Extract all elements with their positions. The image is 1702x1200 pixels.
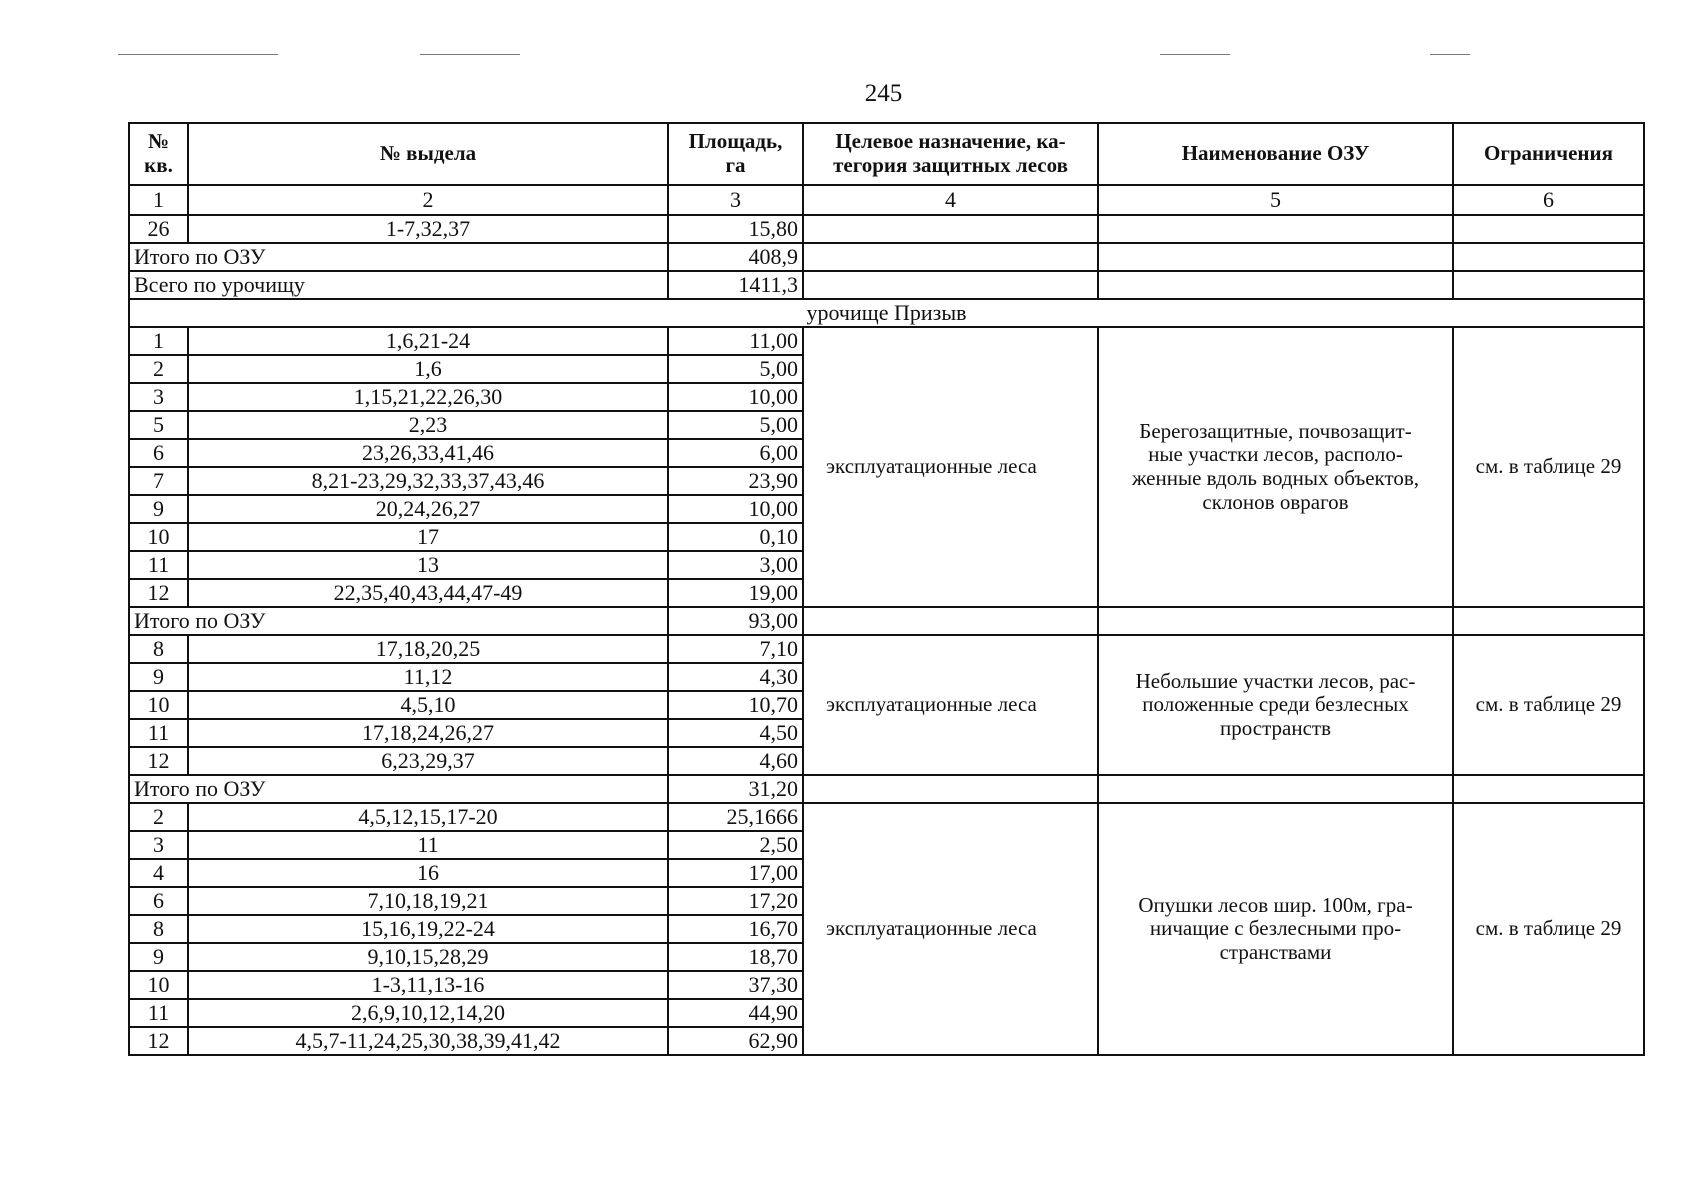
scan-artifact bbox=[1430, 54, 1470, 55]
scan-artifact bbox=[420, 54, 520, 55]
vydel-cell: 6,23,29,37 bbox=[188, 747, 668, 775]
total-row bbox=[129, 775, 1644, 803]
header-ozu-name: Наименование ОЗУ bbox=[1098, 123, 1453, 185]
table-row bbox=[129, 215, 1644, 243]
vydel-cell: 2,6,9,10,12,14,20 bbox=[188, 999, 668, 1027]
area-cell: 7,10 bbox=[668, 635, 803, 663]
empty-cell bbox=[803, 775, 1098, 803]
area-cell: 62,90 bbox=[668, 1027, 803, 1055]
kv-cell: 5 bbox=[129, 411, 188, 439]
vydel-cell: 1,6,21-24 bbox=[188, 327, 668, 355]
area-cell: 10,00 bbox=[668, 383, 803, 411]
kv-cell: 6 bbox=[129, 439, 188, 467]
area-cell: 16,70 bbox=[668, 915, 803, 943]
empty-cell bbox=[1453, 775, 1644, 803]
restrictions-cell: см. в таблице 29 bbox=[1453, 635, 1644, 775]
table-row bbox=[129, 635, 1644, 663]
purpose-cell bbox=[803, 215, 1098, 243]
kv-cell: 11 bbox=[129, 999, 188, 1027]
ozu-name-line: Небольшие участки лесов, рас- bbox=[1135, 668, 1416, 693]
empty-cell bbox=[803, 271, 1098, 299]
empty-cell bbox=[1098, 607, 1453, 635]
vydel-cell: 23,26,33,41,46 bbox=[188, 439, 668, 467]
kv-cell: 9 bbox=[129, 495, 188, 523]
kv-cell: 4 bbox=[129, 859, 188, 887]
ozu-name-line: положенные среди безлесных bbox=[1142, 692, 1409, 717]
purpose-cell: эксплуатационные леса bbox=[803, 635, 1098, 775]
ozu-name-line: Берегозащитные, почвозащит- bbox=[1139, 418, 1412, 443]
kv-cell: 8 bbox=[129, 635, 188, 663]
kv-cell: 6 bbox=[129, 887, 188, 915]
ozu-name-line: склонов оврагов bbox=[1202, 489, 1349, 514]
column-number-row bbox=[129, 185, 1644, 215]
vydel-cell: 11,12 bbox=[188, 663, 668, 691]
header-restrictions: Ограничения bbox=[1453, 123, 1644, 185]
ozu-name-line: женные вдоль водных объектов, bbox=[1131, 466, 1420, 490]
header-area bbox=[668, 123, 803, 185]
empty-cell bbox=[1098, 271, 1453, 299]
area-cell: 44,90 bbox=[668, 999, 803, 1027]
area-cell: 25,1666 bbox=[668, 803, 803, 831]
page-number: 245 bbox=[864, 80, 903, 107]
area-cell: 4,30 bbox=[668, 663, 803, 691]
vydel-cell: 1-3,11,13-16 bbox=[188, 971, 668, 999]
column-number: 5 bbox=[1098, 185, 1453, 215]
area-cell: 4,60 bbox=[668, 747, 803, 775]
area-cell: 3,00 bbox=[668, 551, 803, 579]
empty-cell bbox=[1098, 775, 1453, 803]
scan-artifact bbox=[1160, 54, 1230, 55]
header-area-line1: Площадь, bbox=[688, 129, 783, 154]
ozu-name-line: пространств bbox=[1220, 715, 1331, 740]
kv-cell: 9 bbox=[129, 663, 188, 691]
total-row bbox=[129, 607, 1644, 635]
total-area: 408,9 bbox=[668, 243, 803, 271]
ozu-name-line: ные участки лесов, располо- bbox=[1148, 442, 1403, 467]
empty-cell bbox=[803, 607, 1098, 635]
ozu-name-cell bbox=[1098, 215, 1453, 243]
column-number: 1 bbox=[129, 185, 188, 215]
total-label: Итого по ОЗУ bbox=[129, 243, 668, 271]
kv-cell: 9 bbox=[129, 943, 188, 971]
table-row bbox=[129, 327, 1644, 355]
ozu-name-line: странствами bbox=[1219, 939, 1332, 964]
header-vydel: № выдела bbox=[188, 123, 668, 185]
vydel-cell: 17,18,20,25 bbox=[188, 635, 668, 663]
purpose-cell: эксплуатационные леса bbox=[803, 327, 1098, 607]
area-cell: 23,90 bbox=[668, 467, 803, 495]
restrictions-cell: см. в таблице 29 bbox=[1453, 327, 1644, 607]
area-cell: 11,00 bbox=[668, 327, 803, 355]
total-area: 93,00 bbox=[668, 607, 803, 635]
ozu-name-cell bbox=[1098, 635, 1453, 775]
header-purpose bbox=[803, 123, 1098, 185]
kv-cell: 11 bbox=[129, 719, 188, 747]
vydel-cell: 16 bbox=[188, 859, 668, 887]
ozu-name-cell bbox=[1098, 803, 1453, 1055]
empty-cell bbox=[1098, 243, 1453, 271]
total-area: 31,20 bbox=[668, 775, 803, 803]
total-label: Итого по ОЗУ bbox=[129, 775, 668, 803]
kv-cell: 1 bbox=[129, 327, 188, 355]
grand-total-area: 1411,3 bbox=[668, 271, 803, 299]
ozu-name-line: Опушки лесов шир. 100м, гра- bbox=[1138, 892, 1413, 917]
kv-cell: 3 bbox=[129, 831, 188, 859]
vydel-cell: 13 bbox=[188, 551, 668, 579]
kv-cell: 10 bbox=[129, 691, 188, 719]
header-kv-line1: № bbox=[147, 129, 170, 154]
header-kv bbox=[129, 123, 188, 185]
column-number: 6 bbox=[1453, 185, 1644, 215]
vydel-cell: 17 bbox=[188, 523, 668, 551]
kv-cell: 10 bbox=[129, 971, 188, 999]
ozu-table bbox=[128, 122, 1645, 1056]
header-area-line2: га bbox=[725, 153, 746, 177]
section-title: урочище Призыв bbox=[129, 299, 1644, 327]
area-cell: 6,00 bbox=[668, 439, 803, 467]
ozu-name-cell bbox=[1098, 327, 1453, 607]
area-cell: 18,70 bbox=[668, 943, 803, 971]
ozu-name-line: ничащие с безлесными про- bbox=[1149, 916, 1402, 941]
area-cell: 17,20 bbox=[668, 887, 803, 915]
vydel-cell: 22,35,40,43,44,47-49 bbox=[188, 579, 668, 607]
kv-cell: 7 bbox=[129, 467, 188, 495]
area-cell: 15,80 bbox=[668, 215, 803, 243]
empty-cell bbox=[1453, 607, 1644, 635]
area-cell: 19,00 bbox=[668, 579, 803, 607]
vydel-cell: 11 bbox=[188, 831, 668, 859]
vydel-cell: 2,23 bbox=[188, 411, 668, 439]
kv-cell: 12 bbox=[129, 579, 188, 607]
area-cell: 17,00 bbox=[668, 859, 803, 887]
vydel-cell: 1-7,32,37 bbox=[188, 215, 668, 243]
kv-cell: 3 bbox=[129, 383, 188, 411]
total-label: Итого по ОЗУ bbox=[129, 607, 668, 635]
column-number: 3 bbox=[668, 185, 803, 215]
total-row bbox=[129, 243, 1644, 271]
kv-cell: 11 bbox=[129, 551, 188, 579]
restrictions-cell: см. в таблице 29 bbox=[1453, 803, 1644, 1055]
purpose-cell: эксплуатационные леса bbox=[803, 803, 1098, 1055]
vydel-cell: 15,16,19,22-24 bbox=[188, 915, 668, 943]
kv-cell: 2 bbox=[129, 803, 188, 831]
header-row bbox=[129, 123, 1644, 185]
area-cell: 10,00 bbox=[668, 495, 803, 523]
scan-artifact bbox=[118, 54, 278, 55]
column-number: 4 bbox=[803, 185, 1098, 215]
vydel-cell: 1,6 bbox=[188, 355, 668, 383]
vydel-cell: 20,24,26,27 bbox=[188, 495, 668, 523]
vydel-cell: 9,10,15,28,29 bbox=[188, 943, 668, 971]
header-purpose-line2: тегория защитных лесов bbox=[833, 153, 1068, 177]
empty-cell bbox=[1453, 243, 1644, 271]
empty-cell bbox=[1453, 271, 1644, 299]
vydel-cell: 8,21-23,29,32,33,37,43,46 bbox=[188, 467, 668, 495]
vydel-cell: 4,5,12,15,17-20 bbox=[188, 803, 668, 831]
area-cell: 4,50 bbox=[668, 719, 803, 747]
kv-cell: 26 bbox=[129, 215, 188, 243]
grand-total-row bbox=[129, 271, 1644, 299]
header-kv-line2: кв. bbox=[144, 153, 173, 177]
vydel-cell: 4,5,7-11,24,25,30,38,39,41,42 bbox=[188, 1027, 668, 1055]
area-cell: 10,70 bbox=[668, 691, 803, 719]
area-cell: 5,00 bbox=[668, 355, 803, 383]
kv-cell: 10 bbox=[129, 523, 188, 551]
vydel-cell: 17,18,24,26,27 bbox=[188, 719, 668, 747]
kv-cell: 8 bbox=[129, 915, 188, 943]
column-number: 2 bbox=[188, 185, 668, 215]
kv-cell: 2 bbox=[129, 355, 188, 383]
grand-total-label: Всего по урочищу bbox=[129, 271, 668, 299]
kv-cell: 12 bbox=[129, 747, 188, 775]
vydel-cell: 1,15,21,22,26,30 bbox=[188, 383, 668, 411]
restrictions-cell bbox=[1453, 215, 1644, 243]
area-cell: 37,30 bbox=[668, 971, 803, 999]
area-cell: 5,00 bbox=[668, 411, 803, 439]
empty-cell bbox=[803, 243, 1098, 271]
header-purpose-line1: Целевое назначение, ка- bbox=[835, 129, 1066, 154]
vydel-cell: 4,5,10 bbox=[188, 691, 668, 719]
area-cell: 0,10 bbox=[668, 523, 803, 551]
table-row bbox=[129, 803, 1644, 831]
kv-cell: 12 bbox=[129, 1027, 188, 1055]
area-cell: 2,50 bbox=[668, 831, 803, 859]
vydel-cell: 7,10,18,19,21 bbox=[188, 887, 668, 915]
section-row bbox=[129, 299, 1644, 327]
